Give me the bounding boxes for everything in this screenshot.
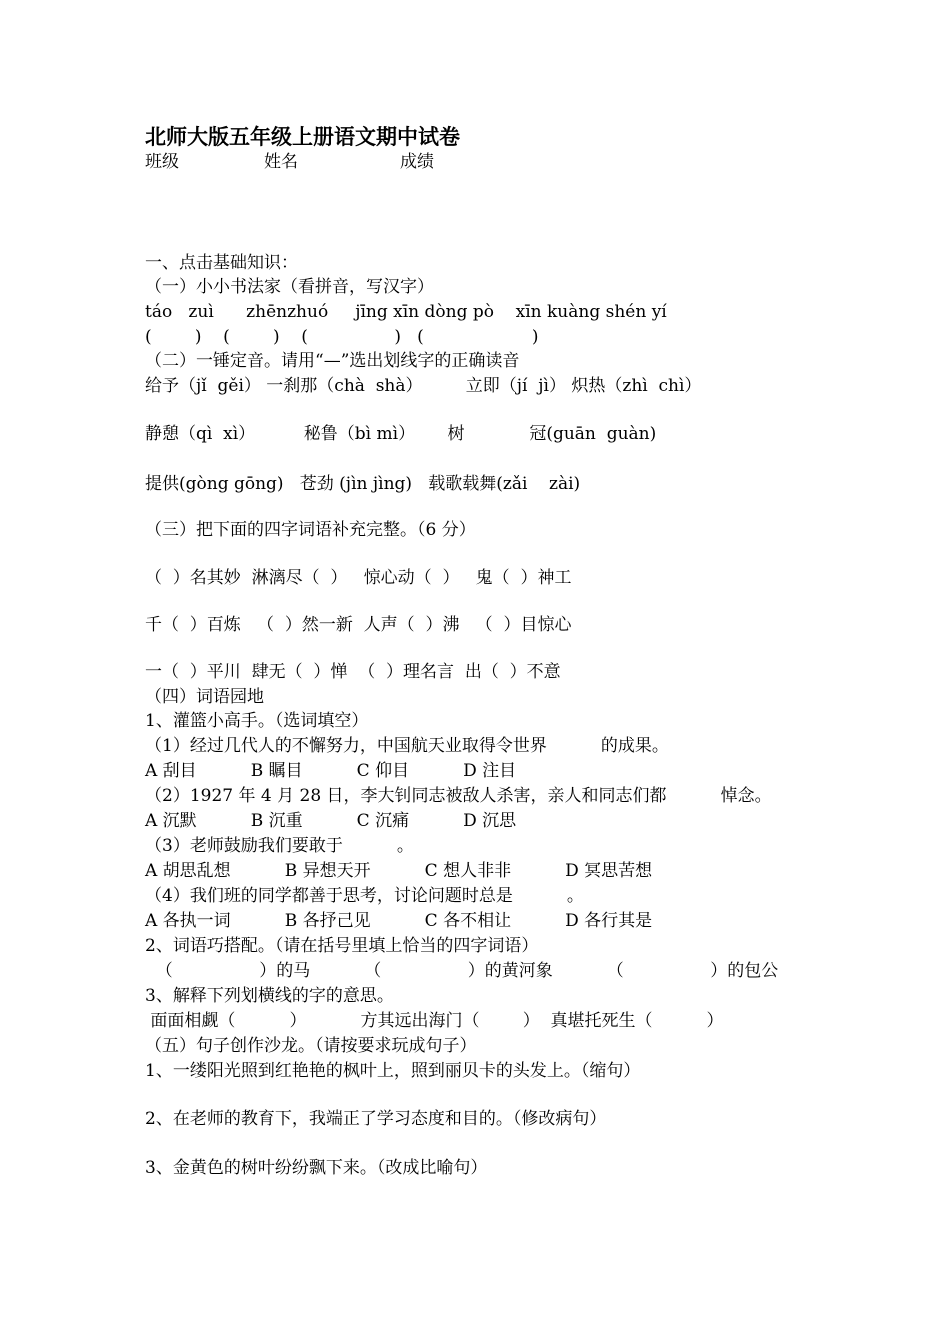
part-5-title: （五）句子创作沙龙。（请按要求玩成句子） bbox=[145, 1036, 477, 1056]
part-4-q1-4-options: A 各执一词 B 各抒己见 C 各不相让 D 各行其是 bbox=[145, 911, 653, 931]
part-5-q1: 1、一缕阳光照到红艳艳的枫叶上，照到丽贝卡的头发上。（缩句） bbox=[145, 1061, 641, 1081]
part-3-line-2: 千（ ）百炼 （ ）然一新 人声（ ）沸 （ ）目惊心 bbox=[145, 615, 572, 635]
part-4-q2-blanks: （ ）的马 （ ）的黄河象 （ ）的包公 bbox=[145, 961, 779, 981]
part-4-q1-4: （4）我们班的同学都善于思考，讨论问题时总是 。 bbox=[145, 886, 584, 906]
part-1-pinyin: táo zuì zhēnzhuó jīng xīn dòng pò xīn kuàng shén yí bbox=[145, 302, 667, 322]
part-5-q2: 2、在老师的教育下，我端正了学习态度和目的。（修改病句） bbox=[145, 1109, 607, 1129]
part-3-title: （三）把下面的四字词语补充完整。（6 分） bbox=[145, 520, 476, 540]
section-1-heading: 一、点击基础知识： bbox=[145, 253, 298, 273]
part-4-q1-1: （1）经过几代人的不懈努力，中国航天业取得令世界 的成果。 bbox=[145, 736, 669, 756]
part-2-line-1: 给予（jǐ gěi） 一刹那（chà shà） 立即（jí jì） 炽热（zhì chì） bbox=[145, 376, 702, 396]
part-4-q1-2-options: A 沉默 B 沉重 C 沉痛 D 沉思 bbox=[145, 811, 517, 831]
student-info-line: 班级 姓名 成绩 bbox=[145, 152, 434, 172]
part-4-q3-blanks: 面面相觑（ ） 方其远出海门（ ） 真堪托死生（ ） bbox=[145, 1011, 724, 1031]
part-4-q1-3: （3）老师鼓励我们要敢于 。 bbox=[145, 836, 414, 856]
part-1-blanks: ( ) ( ) ( ) ( ) bbox=[145, 327, 539, 347]
part-2-title: （二）一锤定音。请用“—”选出划线字的正确读音 bbox=[145, 351, 520, 371]
part-4-title: （四）词语园地 bbox=[145, 687, 264, 707]
part-1-title: （一）小小书法家（看拼音，写汉字） bbox=[145, 277, 434, 297]
part-4-q1-2: （2）1927 年 4 月 28 日，李大钊同志被敌人杀害，亲人和同志们都 悼念。 bbox=[145, 786, 772, 806]
part-2-line-3: 提供(gòng gōng) 苍劲 (jìn jìng) 载歌载舞(zǎi zài) bbox=[145, 474, 581, 494]
part-4-q1-3-options: A 胡思乱想 B 异想天开 C 想人非非 D 冥思苦想 bbox=[145, 861, 653, 881]
exam-title: 北师大版五年级上册语文期中试卷 bbox=[145, 124, 460, 149]
part-4-q2: 2、词语巧搭配。（请在括号里填上恰当的四字词语） bbox=[145, 936, 539, 956]
part-3-line-3: 一（ ）平川 肆无（ ）惮 （ ）理名言 出（ ）不意 bbox=[145, 662, 561, 682]
part-4-q1: 1、灌篮小高手。（选词填空） bbox=[145, 711, 369, 731]
part-2-line-2: 静憩（qì xì） 秘鲁（bì mì） 树 冠(guān guàn) bbox=[145, 424, 657, 444]
part-4-q1-1-options: A 刮目 B 瞩目 C 仰目 D 注目 bbox=[145, 761, 517, 781]
part-5-q3: 3、金黄色的树叶纷纷飘下来。（改成比喻句） bbox=[145, 1158, 488, 1178]
part-4-q3: 3、解释下列划横线的字的意思。 bbox=[145, 986, 394, 1006]
part-3-line-1: （ ）名其妙 淋漓尽（ ） 惊心动（ ） 鬼（ ）神工 bbox=[145, 568, 572, 588]
